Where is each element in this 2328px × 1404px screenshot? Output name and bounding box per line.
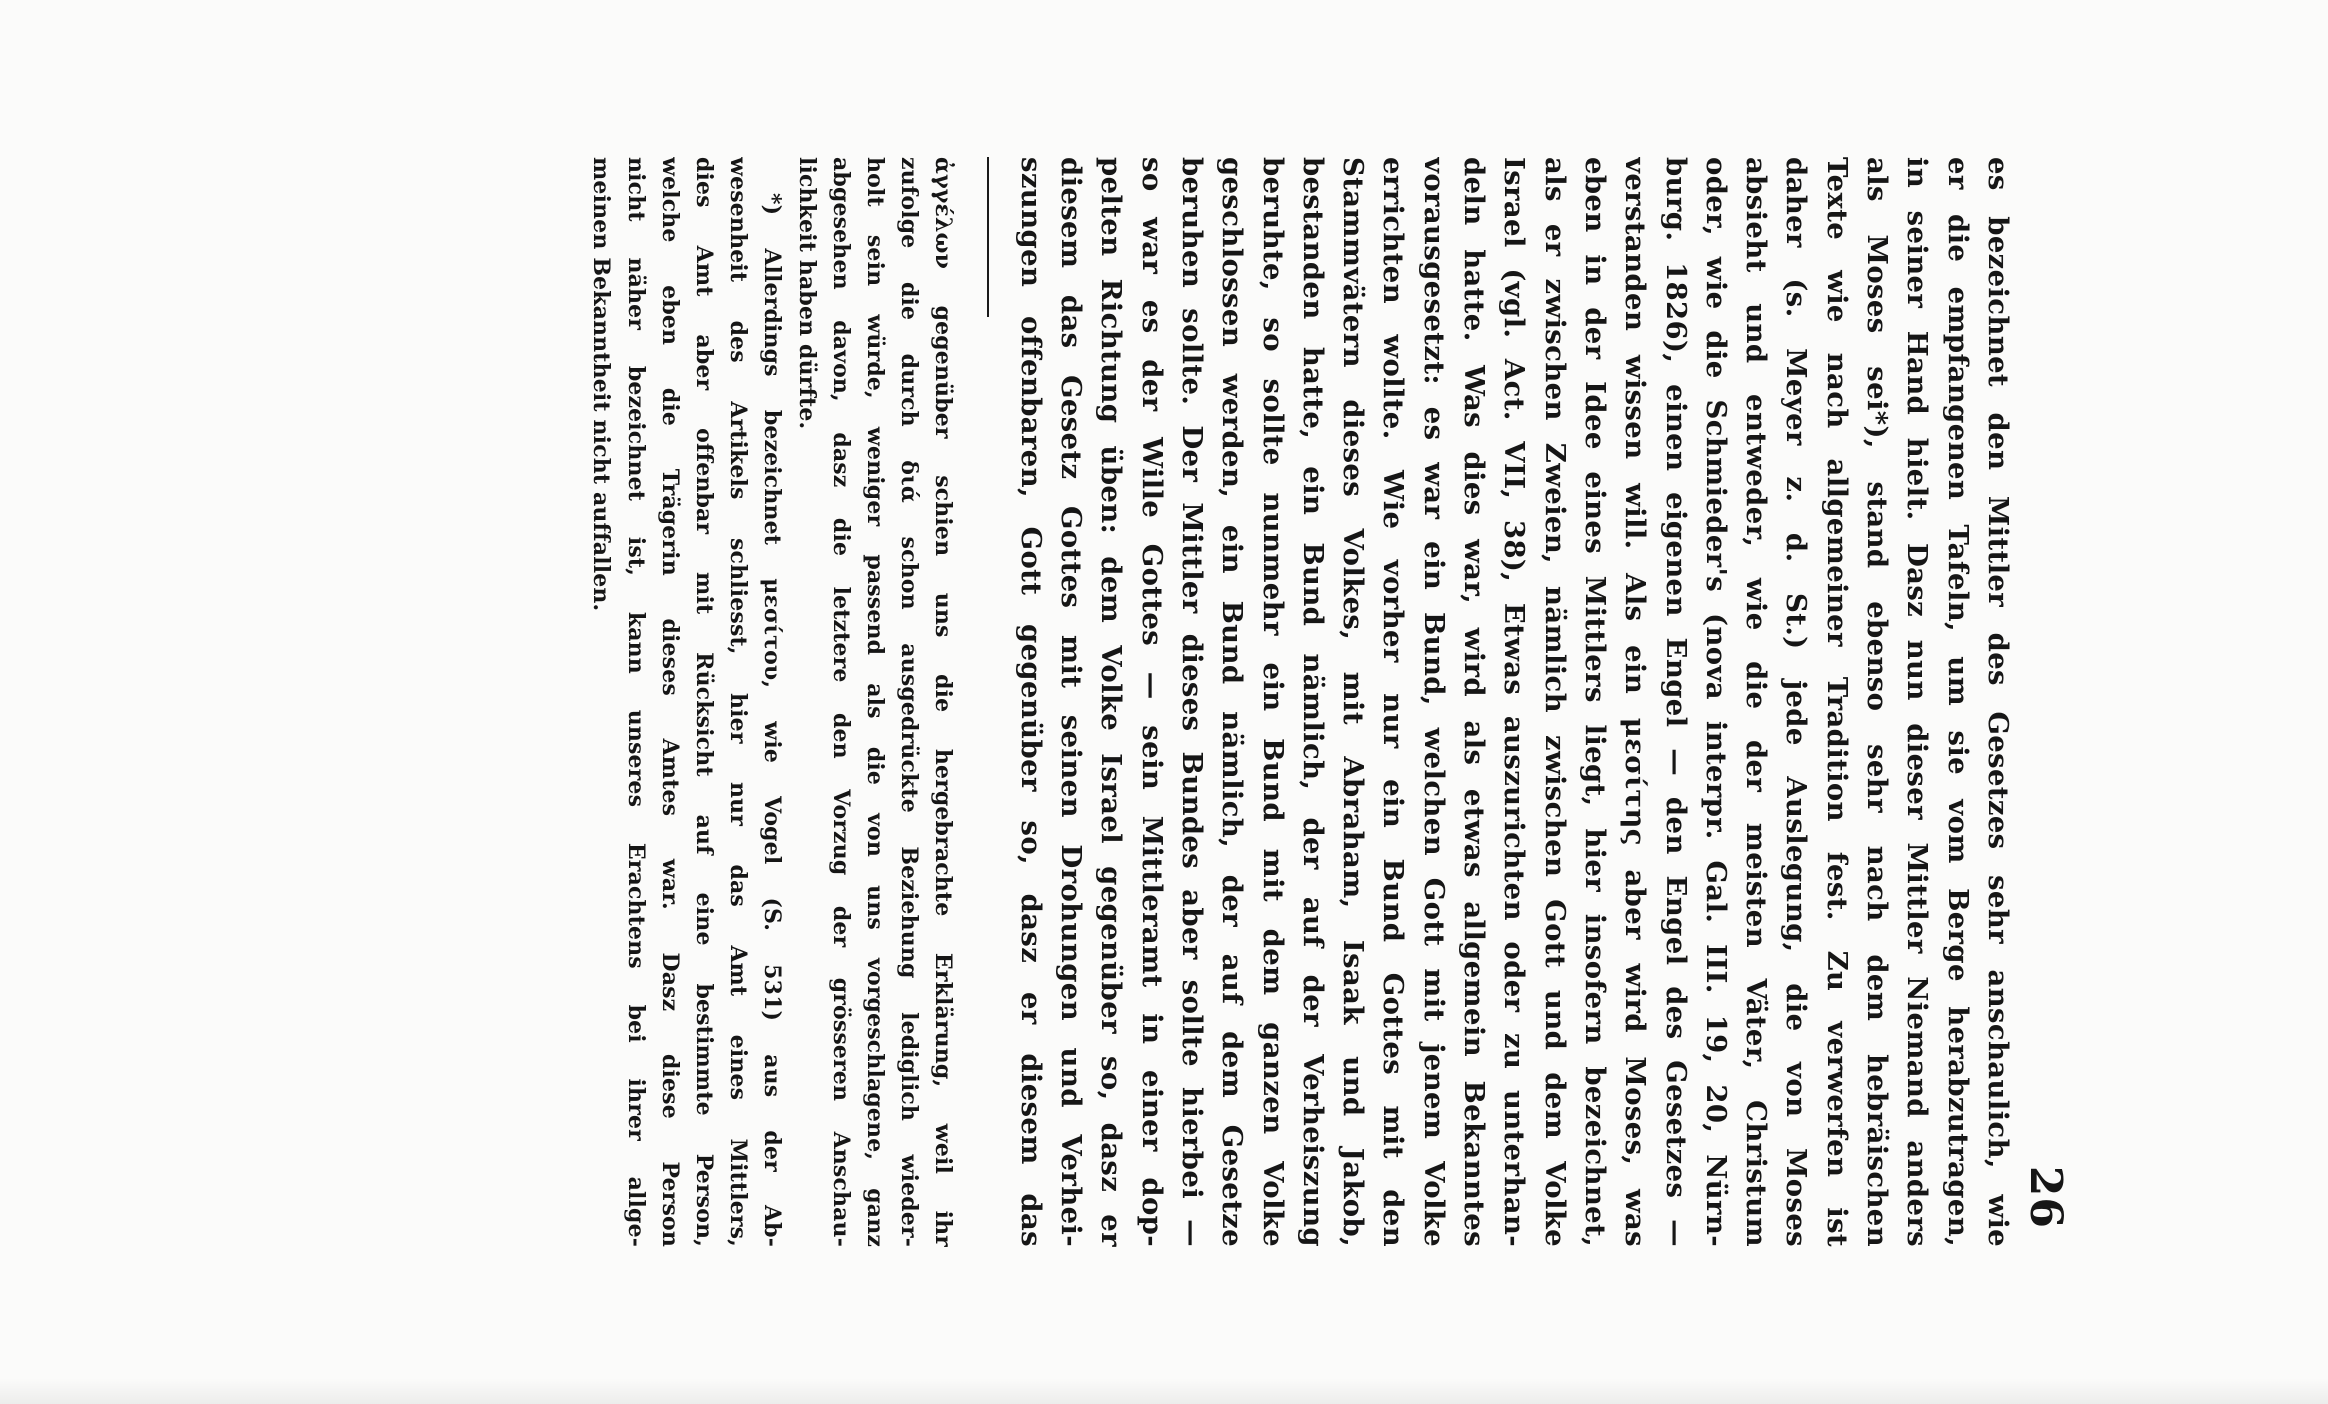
body-line: daher (s. Meyer z. d. St.) jede Auslegung, die von Moses	[1780, 157, 1813, 1247]
body-line: er die empfangenen Tafeln, um sie vom Berge herabzutragen,	[1941, 157, 1974, 1247]
body-line: als Moses sei*), stand ebenso sehr nach dem hebräischen	[1861, 157, 1894, 1247]
footnote-line: wesenheit des Artikels schliesst, hier nur das Amt eines Mittlers,	[725, 157, 752, 1247]
footnote-line: abgesehen davon, dasz die letztere den Vorzug der grösseren Anschau-	[827, 157, 854, 1247]
body-line: in seiner Hand hielt. Dasz nun dieser Mittler Niemand anders	[1901, 157, 1934, 1247]
page-number: 26	[2020, 1165, 2071, 1229]
body-line: oder, wie die Schmieder's (nova interpr. Gal. III. 19, 20, Nürn-	[1699, 157, 1732, 1247]
body-line: absieht und entweder, wie die der meisten Väter, Christum	[1740, 157, 1773, 1247]
body-line: vorausgesetzt: es war ein Bund, welchen Gott mit jenem Volke	[1417, 157, 1450, 1247]
body-line: szungen offenbaren, Gott gegenüber so, dasz er diesem das	[1014, 157, 1047, 1247]
body-line: verstanden wissen will. Als ein μεσίτης aber wird Moses, was	[1619, 157, 1652, 1247]
body-line: so war es der Wille Gottes — sein Mittleramt in einer dop-	[1135, 157, 1168, 1247]
footnote-line: ἀγγέλων gegenüber schien uns die hergebrachte Erklärung, weil ihr	[930, 157, 957, 1247]
body-line: als er zwischen Zweien, nämlich zwischen Gott und dem Volke	[1538, 157, 1571, 1247]
body-line: errichten wollte. Wie vorher nur ein Bund Gottes mit den	[1377, 157, 1410, 1247]
body-line: diesem das Gesetz Gottes mit seinen Drohungen und Verhei-	[1055, 157, 1088, 1247]
body-line: eben in der Idee eines Mittlers liegt, hier insofern bezeichnet,	[1579, 157, 1611, 1247]
body-line: beruhen sollte. Der Mittler dieses Bundes aber sollte hierbei —	[1176, 157, 1208, 1247]
body-line: Texte wie nach allgemeiner Tradition fest. Zu verwerfen ist	[1820, 157, 1853, 1247]
footnote-line: holt sein würde, weniger passend als die von uns vorgeschlagene, ganz	[862, 157, 889, 1247]
body-line: bestanden hatte, ein Bund nämlich, der auf der Verheiszung	[1296, 157, 1329, 1247]
body-line: Israel (vgl. Act. VII, 38), Etwas auszurichten oder zu unterhan-	[1498, 157, 1531, 1247]
footnote-line: welche eben die Trägerin dieses Amtes war. Dasz diese Person	[656, 157, 683, 1247]
body-line: es bezeichnet den Mittler des Gesetzes sehr anschaulich, wie	[1982, 157, 2014, 1247]
footnote-line: dies Amt aber offenbar mit Rücksicht auf eine bestimmte Person,	[691, 157, 718, 1247]
footnote-line: zufolge die durch διά schon ausgedrückte Beziehung lediglich wieder-	[896, 157, 923, 1247]
body-line: geschlossen werden, ein Bund nämlich, der auf dem Gesetze	[1216, 157, 1249, 1247]
body-line: burg. 1826), einen eigenen Engel — den Engel des Gesetzes —	[1659, 157, 1692, 1247]
body-line: pelten Richtung üben: dem Volke Israel gegenüber so, dasz er	[1095, 157, 1128, 1247]
body-line: deln hatte. Was dies war, wird als etwas allgemein Bekanntes	[1458, 157, 1491, 1247]
rotated-book-page	[249, 157, 2079, 1247]
footnote-rule	[988, 157, 990, 317]
body-line: beruhte, so sollte nunmehr ein Bund mit dem ganzen Volke	[1256, 157, 1289, 1247]
body-line: Stammvätern dieses Volkes, mit Abraham, Isaak und Jakob,	[1337, 157, 1370, 1247]
footnote-line: *) Allerdings bezeichnet μεσίτου, wie Vogel (S. 531) aus der Ab-	[759, 193, 786, 1247]
footnote-line: nicht näher bezeichnet ist, kann unseres Erachtens bei ihrer allge-	[622, 157, 649, 1247]
footnote-line: lichkeit haben dürfte.	[793, 157, 820, 430]
footnote-line: meinen Bekanntheit nicht auffallen.	[588, 157, 615, 612]
